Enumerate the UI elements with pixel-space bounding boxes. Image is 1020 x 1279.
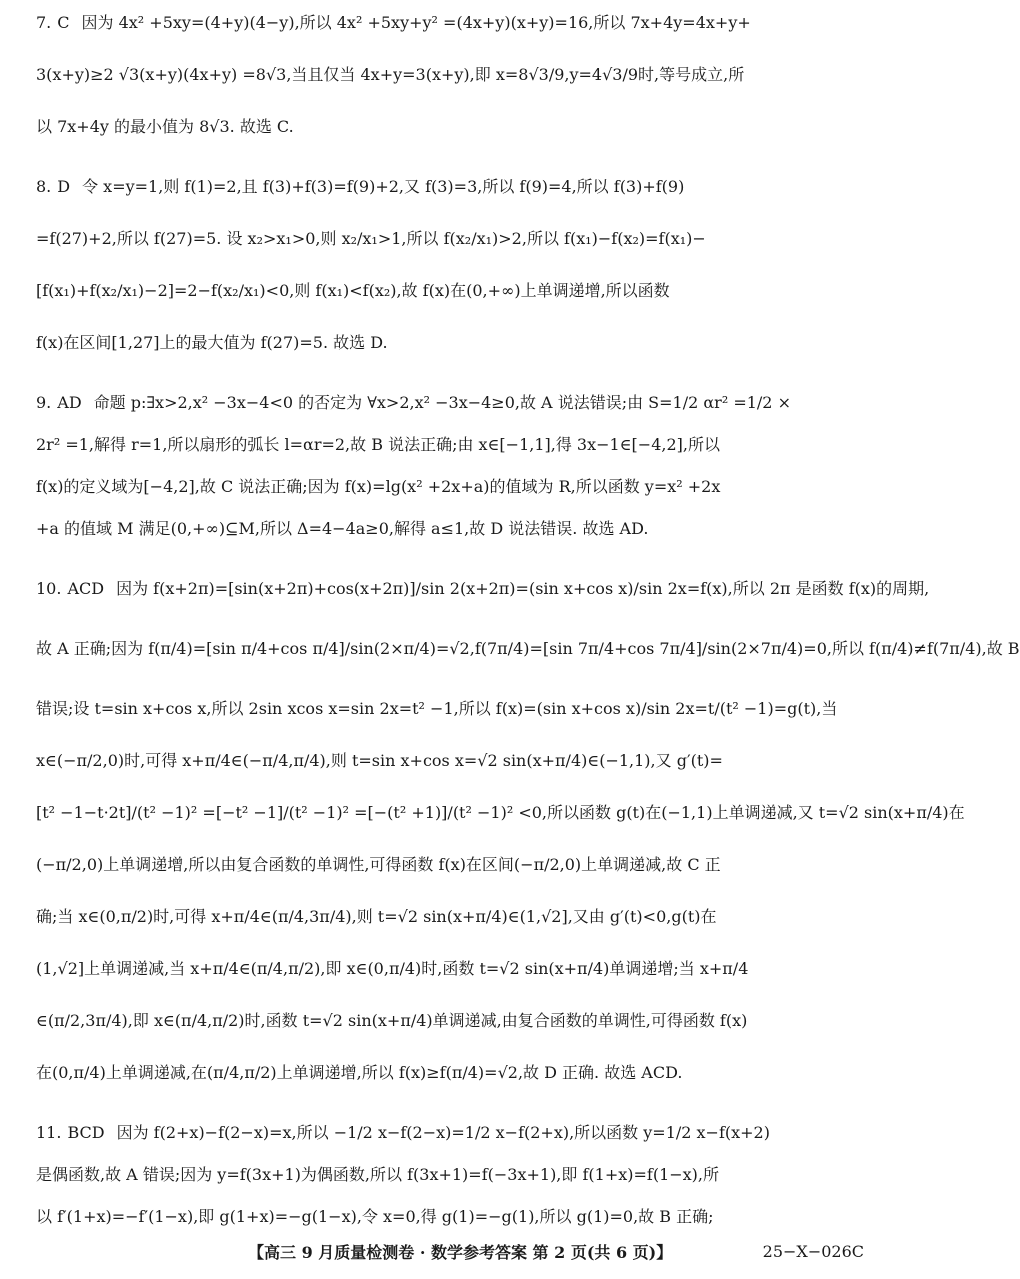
question-line	[36, 388, 866, 418]
question-line: 以 7x+4y 的最小值为 8√3. 故选 C.	[36, 117, 294, 136]
line-text: 因为 f(x+2π)=[sin(x+2π)+cos(x+2π)]/sin 2(x+2π)=(sin x+cos x)/sin 2x=f(x),所以 2π 是函数 f(x)的周期,	[116, 579, 930, 598]
question-line: 错误;设 t=sin x+cos x,所以 2sin xcos x=sin 2x=t² −1,所以 f(x)=(sin x+cos x)/sin 2x=t/(t² −1)=g(t),当	[36, 699, 838, 718]
line-text: 因为 4x² +5xy=(4+y)(4−y),所以 4x² +5xy+y² =(4x+y)(x+y)=16,所以 7x+4y=4x+y+	[81, 13, 751, 32]
question-number: 9.	[36, 393, 52, 412]
question-10	[36, 574, 1020, 1088]
page-footer	[0, 1236, 900, 1266]
line-text: 命题 p:∃x>2,x² −3x−4<0 的否定为 ∀x>2,x² −3x−4≥0,故 A 说法错误;由 S=1/2 αr² =1/2 ×	[93, 393, 791, 412]
question-line	[36, 574, 930, 604]
question-line: 3(x+y)≥2 √3(x+y)(4x+y) =8√3,当且仅当 4x+y=3(x+y),即 x=8√3/9,y=4√3/9时,等号成立,所	[36, 65, 745, 84]
line-text: 因为 f(2+x)−f(2−x)=x,所以 −1/2 x−f(2−x)=1/2 x−f(2+x),所以函数 y=1/2 x−f(x+2)	[116, 1123, 770, 1142]
question-line: 故 A 正确;因为 f(π/4)=[sin π/4+cos π/4]/sin(2×π/4)=√2,f(7π/4)=[sin 7π/4+cos 7π/4]/sin(2×7π/4)=0,所以 f(π/4)≠f(7π/4),故 B	[36, 639, 1020, 658]
footer-title: 【高三 9 月质量检测卷 · 数学参考答案 第 2 页(共 6 页)】	[248, 1242, 673, 1262]
question-line: f(x)的定义域为[−4,2],故 C 说法正确;因为 f(x)=lg(x² +2x+a)的值域为 R,所以函数 y=x² +2x	[36, 477, 721, 496]
question-line: ∈(π/2,3π/4),即 x∈(π/4,π/2)时,函数 t=√2 sin(x+π/4)单调递减,由复合函数的单调性,可得函数 f(x)	[36, 1011, 748, 1030]
question-11	[36, 1118, 866, 1232]
question-answer: BCD	[67, 1123, 105, 1142]
question-line: 以 f′(1+x)=−f′(1−x),即 g(1+x)=−g(1−x),令 x=0,得 g(1)=−g(1),所以 g(1)=0,故 B 正确;	[36, 1207, 714, 1226]
question-line	[36, 1118, 866, 1148]
question-number: 11.	[36, 1123, 62, 1142]
question-answer: D	[57, 177, 71, 196]
question-line: (−π/2,0)上单调递增,所以由复合函数的单调性,可得函数 f(x)在区间(−π/2,0)上单调递减,故 C 正	[36, 855, 721, 874]
question-line: +a 的值域 M 满足(0,+∞)⊆M,所以 Δ=4−4a≥0,解得 a≤1,故 D 说法错误. 故选 AD.	[36, 519, 649, 538]
question-line: 在(0,π/4)上单调递减,在(π/4,π/2)上单调递增,所以 f(x)≥f(π/4)=√2,故 D 正确. 故选 ACD.	[36, 1063, 683, 1082]
question-line: f(x)在区间[1,27]上的最大值为 f(27)=5. 故选 D.	[36, 333, 388, 352]
question-line: (1,√2]上单调递减,当 x+π/4∈(π/4,π/2),即 x∈(0,π/4)时,函数 t=√2 sin(x+π/4)单调递增;当 x+π/4	[36, 959, 749, 978]
question-answer: ACD	[67, 579, 105, 598]
question-line: [t² −1−t·2t]/(t² −1)² =[−t² −1]/(t² −1)² =[−(t² +1)]/(t² −1)² <0,所以函数 g(t)在(−1,1)上单调递减,又 t=√2 sin(x+π/4)在	[36, 803, 965, 822]
question-9	[36, 388, 866, 544]
question-line	[36, 8, 866, 38]
question-8	[36, 172, 866, 358]
question-number: 8.	[36, 177, 52, 196]
question-line: x∈(−π/2,0)时,可得 x+π/4∈(−π/4,π/4),则 t=sin x+cos x=√2 sin(x+π/4)∈(−1,1),又 g′(t)=	[36, 751, 723, 770]
question-line: 确;当 x∈(0,π/2)时,可得 x+π/4∈(π/4,3π/4),则 t=√2 sin(x+π/4)∈(1,√2],又由 g′(t)<0,g(t)在	[36, 907, 717, 926]
question-number: 7.	[36, 13, 52, 32]
answer-page	[36, 8, 1020, 1240]
question-answer: AD	[57, 393, 82, 412]
question-line: 2r² =1,解得 r=1,所以扇形的弧长 l=αr=2,故 B 说法正确;由 x∈[−1,1],得 3x−1∈[−4,2],所以	[36, 435, 720, 454]
question-answer: C	[57, 13, 70, 32]
line-text: 令 x=y=1,则 f(1)=2,且 f(3)+f(3)=f(9)+2,又 f(3)=3,所以 f(9)=4,所以 f(3)+f(9)	[82, 177, 685, 196]
question-line: 是偶函数,故 A 错误;因为 y=f(3x+1)为偶函数,所以 f(3x+1)=f(−3x+1),即 f(1+x)=f(1−x),所	[36, 1165, 720, 1184]
question-number: 10.	[36, 579, 62, 598]
question-line: [f(x₁)+f(x₂/x₁)−2]=2−f(x₂/x₁)<0,则 f(x₁)<f(x₂),故 f(x)在(0,+∞)上单调递增,所以函数	[36, 281, 670, 300]
footer-code: 25−X−026C	[762, 1241, 864, 1261]
question-7	[36, 8, 866, 142]
question-line	[36, 172, 866, 202]
question-line: =f(27)+2,所以 f(27)=5. 设 x₂>x₁>0,则 x₂/x₁>1,所以 f(x₂/x₁)>2,所以 f(x₁)−f(x₂)=f(x₁)−	[36, 229, 706, 248]
